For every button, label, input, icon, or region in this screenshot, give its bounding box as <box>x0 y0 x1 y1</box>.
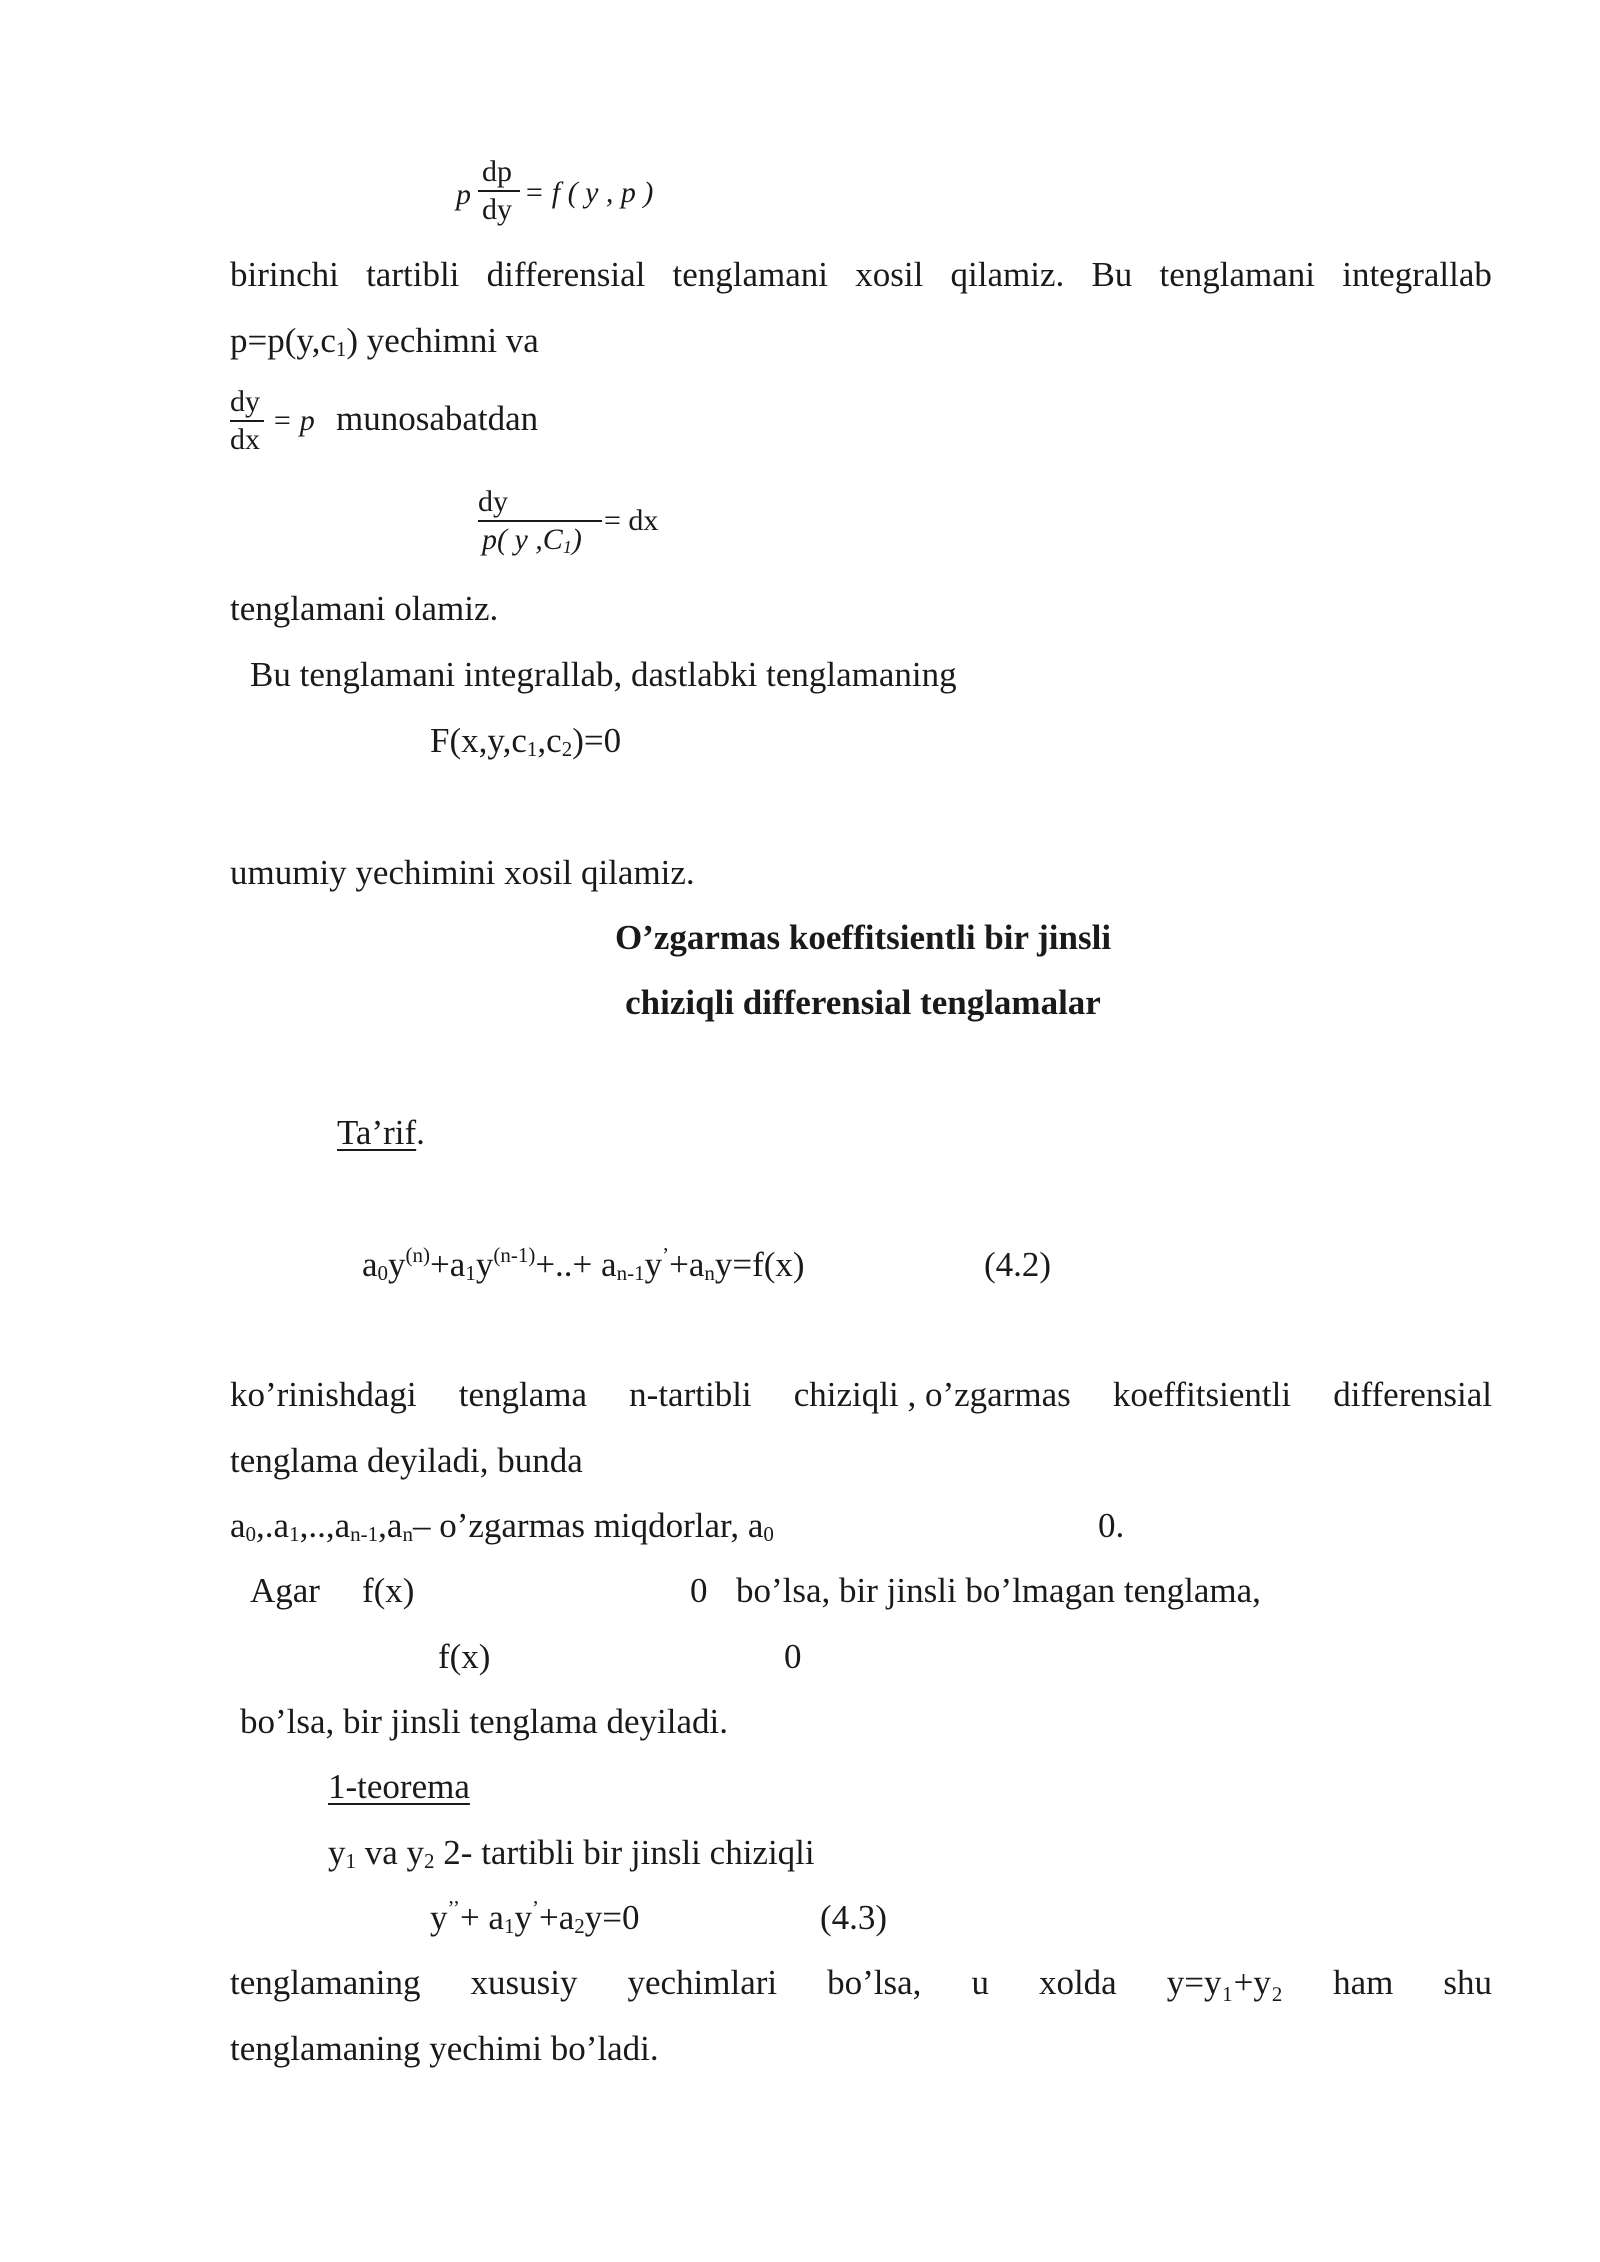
word: bo’lsa, <box>827 1963 922 2002</box>
text-run: p( y ,C <box>482 523 563 556</box>
subscript: 1 <box>465 1261 476 1285</box>
text-run: 2- tartibli bir jinsli chiziqli <box>434 1833 815 1872</box>
eq2-numerator: dy <box>230 385 260 418</box>
word: yechimlari <box>627 1963 778 2002</box>
text-run: +a <box>669 1245 705 1284</box>
text-run: ) <box>571 523 582 556</box>
subscript: 0 <box>763 1522 774 1546</box>
text-run: ,a <box>378 1506 403 1545</box>
eq2-rhs: = p <box>272 404 315 437</box>
word: birinchi <box>230 255 339 294</box>
eq1-rhs: = f ( y , p ) <box>524 176 654 209</box>
text-run: ,c <box>537 721 562 760</box>
word: tenglamani <box>1159 255 1316 294</box>
word: differensial <box>1333 1375 1492 1414</box>
text-run: bo’lsa, bir jinsli bo’lmagan tenglama, <box>736 1571 1261 1610</box>
subscript: n <box>402 1522 413 1546</box>
subscript: 1 <box>562 537 572 557</box>
text-run: va y <box>356 1833 425 1872</box>
equation-number: (4.2) <box>984 1245 1052 1284</box>
word: qilamiz. <box>950 255 1065 294</box>
text-run: ,.a <box>256 1506 290 1545</box>
paragraph-line <box>230 1962 1492 2004</box>
subscript: 1 <box>526 737 538 761</box>
subscript: n-1 <box>350 1522 379 1546</box>
paragraph-line: tenglamani olamiz. <box>230 589 499 628</box>
word: ham <box>1333 1963 1394 2002</box>
word: tenglamaning <box>230 1963 421 2002</box>
paragraph-line: bo’lsa, bir jinsli tenglama deyiladi. <box>240 1702 728 1741</box>
paragraph-line: tenglama deyiladi, bunda <box>230 1441 583 1480</box>
superscript: (n) <box>405 1243 431 1267</box>
word: tartibli <box>366 255 460 294</box>
text-run: y <box>514 1898 532 1937</box>
text-run: y <box>430 1898 448 1937</box>
word: tenglamani <box>672 255 829 294</box>
eq3-rhs: = dx <box>604 504 659 537</box>
word: Bu <box>1091 255 1133 294</box>
paragraph-line <box>230 254 1492 296</box>
text-run: y=f(x) <box>714 1245 805 1284</box>
word: koeffitsientli <box>1112 1375 1292 1414</box>
text-run: y <box>388 1245 406 1284</box>
text-run: 0 <box>784 1637 802 1676</box>
text-run: ,..,a <box>299 1506 351 1545</box>
text-run: y <box>644 1245 663 1284</box>
eq2-denominator: dx <box>230 423 260 456</box>
eq1-numerator: dp <box>482 155 512 188</box>
subscript: 1 <box>503 1914 515 1938</box>
text-run: Agar <box>250 1571 320 1610</box>
fraction-bar <box>478 520 602 522</box>
fraction-bar <box>478 190 520 192</box>
equation-F <box>430 720 621 762</box>
word: y=y₁+y₂ <box>1166 1963 1284 2002</box>
word: xosil <box>855 255 924 294</box>
word: xolda <box>1038 1963 1117 2002</box>
text-run: p=p(y,c <box>230 321 336 360</box>
text-run: – o’zgarmas miqdorlar, a <box>412 1506 764 1545</box>
superscript: (n-1) <box>493 1243 536 1267</box>
word: chiziqli , o’zgarmas <box>793 1375 1071 1414</box>
superscript: ’ <box>662 1243 670 1267</box>
paragraph-line: tenglamaning yechimi bo’ladi. <box>230 2029 659 2068</box>
subscript: 0 <box>245 1522 257 1546</box>
subscript: 2 <box>561 737 573 761</box>
word: ko’rinishdagi <box>230 1375 417 1414</box>
word: xususiy <box>470 1963 578 2002</box>
superscript: ’ <box>531 1896 539 1920</box>
text-run: F(x,y,c <box>430 721 527 760</box>
theorem-label: 1-teorema <box>328 1767 470 1806</box>
subscript: 1 <box>345 1849 356 1873</box>
word: u <box>971 1963 989 2002</box>
eq3-denominator <box>482 524 582 556</box>
paragraph-line <box>230 1374 1492 1416</box>
subscript: n <box>704 1261 715 1285</box>
text-run: +a <box>430 1245 466 1284</box>
section-heading-line2: chiziqli differensial tenglamalar <box>625 983 1101 1022</box>
equation-number: (4.3) <box>820 1898 888 1937</box>
equation-4-3 <box>430 1897 640 1939</box>
text-run: a <box>362 1245 378 1284</box>
eq2-text: munosabatdan <box>336 399 539 438</box>
subscript: 1 <box>335 337 347 361</box>
text-run: 0 <box>690 1571 708 1610</box>
definition-label <box>337 1112 425 1154</box>
word: n-tartibli <box>629 1375 752 1414</box>
subscript: 2 <box>574 1914 585 1938</box>
word: integrallab <box>1342 255 1492 294</box>
paragraph-line <box>230 1505 774 1547</box>
text-run: y=0 <box>584 1898 640 1937</box>
superscript: ’’ <box>447 1896 460 1920</box>
text-run: )=0 <box>572 721 622 760</box>
word: differensial <box>486 255 646 294</box>
eq3-numerator: dy <box>478 485 508 518</box>
word: tenglama <box>458 1375 588 1414</box>
definition-title: Ta’rif <box>337 1113 417 1152</box>
text-run: ) yechimni va <box>346 321 539 360</box>
text-run: a <box>230 1506 246 1545</box>
fraction-bar <box>230 420 264 422</box>
text-run: f(x) <box>438 1637 491 1676</box>
eq1-p: p <box>456 178 471 211</box>
subscript: 2 <box>424 1849 435 1873</box>
paragraph-line <box>230 320 539 362</box>
text-run: 0. <box>1098 1506 1125 1545</box>
subscript: 1 <box>289 1522 300 1546</box>
eq1-denominator: dy <box>482 193 512 226</box>
text-run: f(x) <box>362 1571 415 1610</box>
word: shu <box>1443 1963 1492 2002</box>
equation-4-2 <box>362 1244 805 1286</box>
subscript: 0 <box>377 1261 389 1285</box>
subscript: n-1 <box>616 1261 645 1285</box>
text-run: . <box>416 1113 425 1152</box>
text-run: + a <box>459 1898 504 1937</box>
paragraph-line <box>328 1832 815 1874</box>
text-run: +a <box>538 1898 575 1937</box>
text-run: +..+ a <box>535 1245 617 1284</box>
paragraph-line: umumiy yechimini xosil qilamiz. <box>230 853 695 892</box>
paragraph-line: Bu tenglamani integrallab, dastlabki tenglamaning <box>250 655 957 694</box>
section-heading-line1: O’zgarmas koeffitsientli bir jinsli <box>614 918 1112 957</box>
text-run: y <box>475 1245 494 1284</box>
text-run: y <box>328 1833 346 1872</box>
